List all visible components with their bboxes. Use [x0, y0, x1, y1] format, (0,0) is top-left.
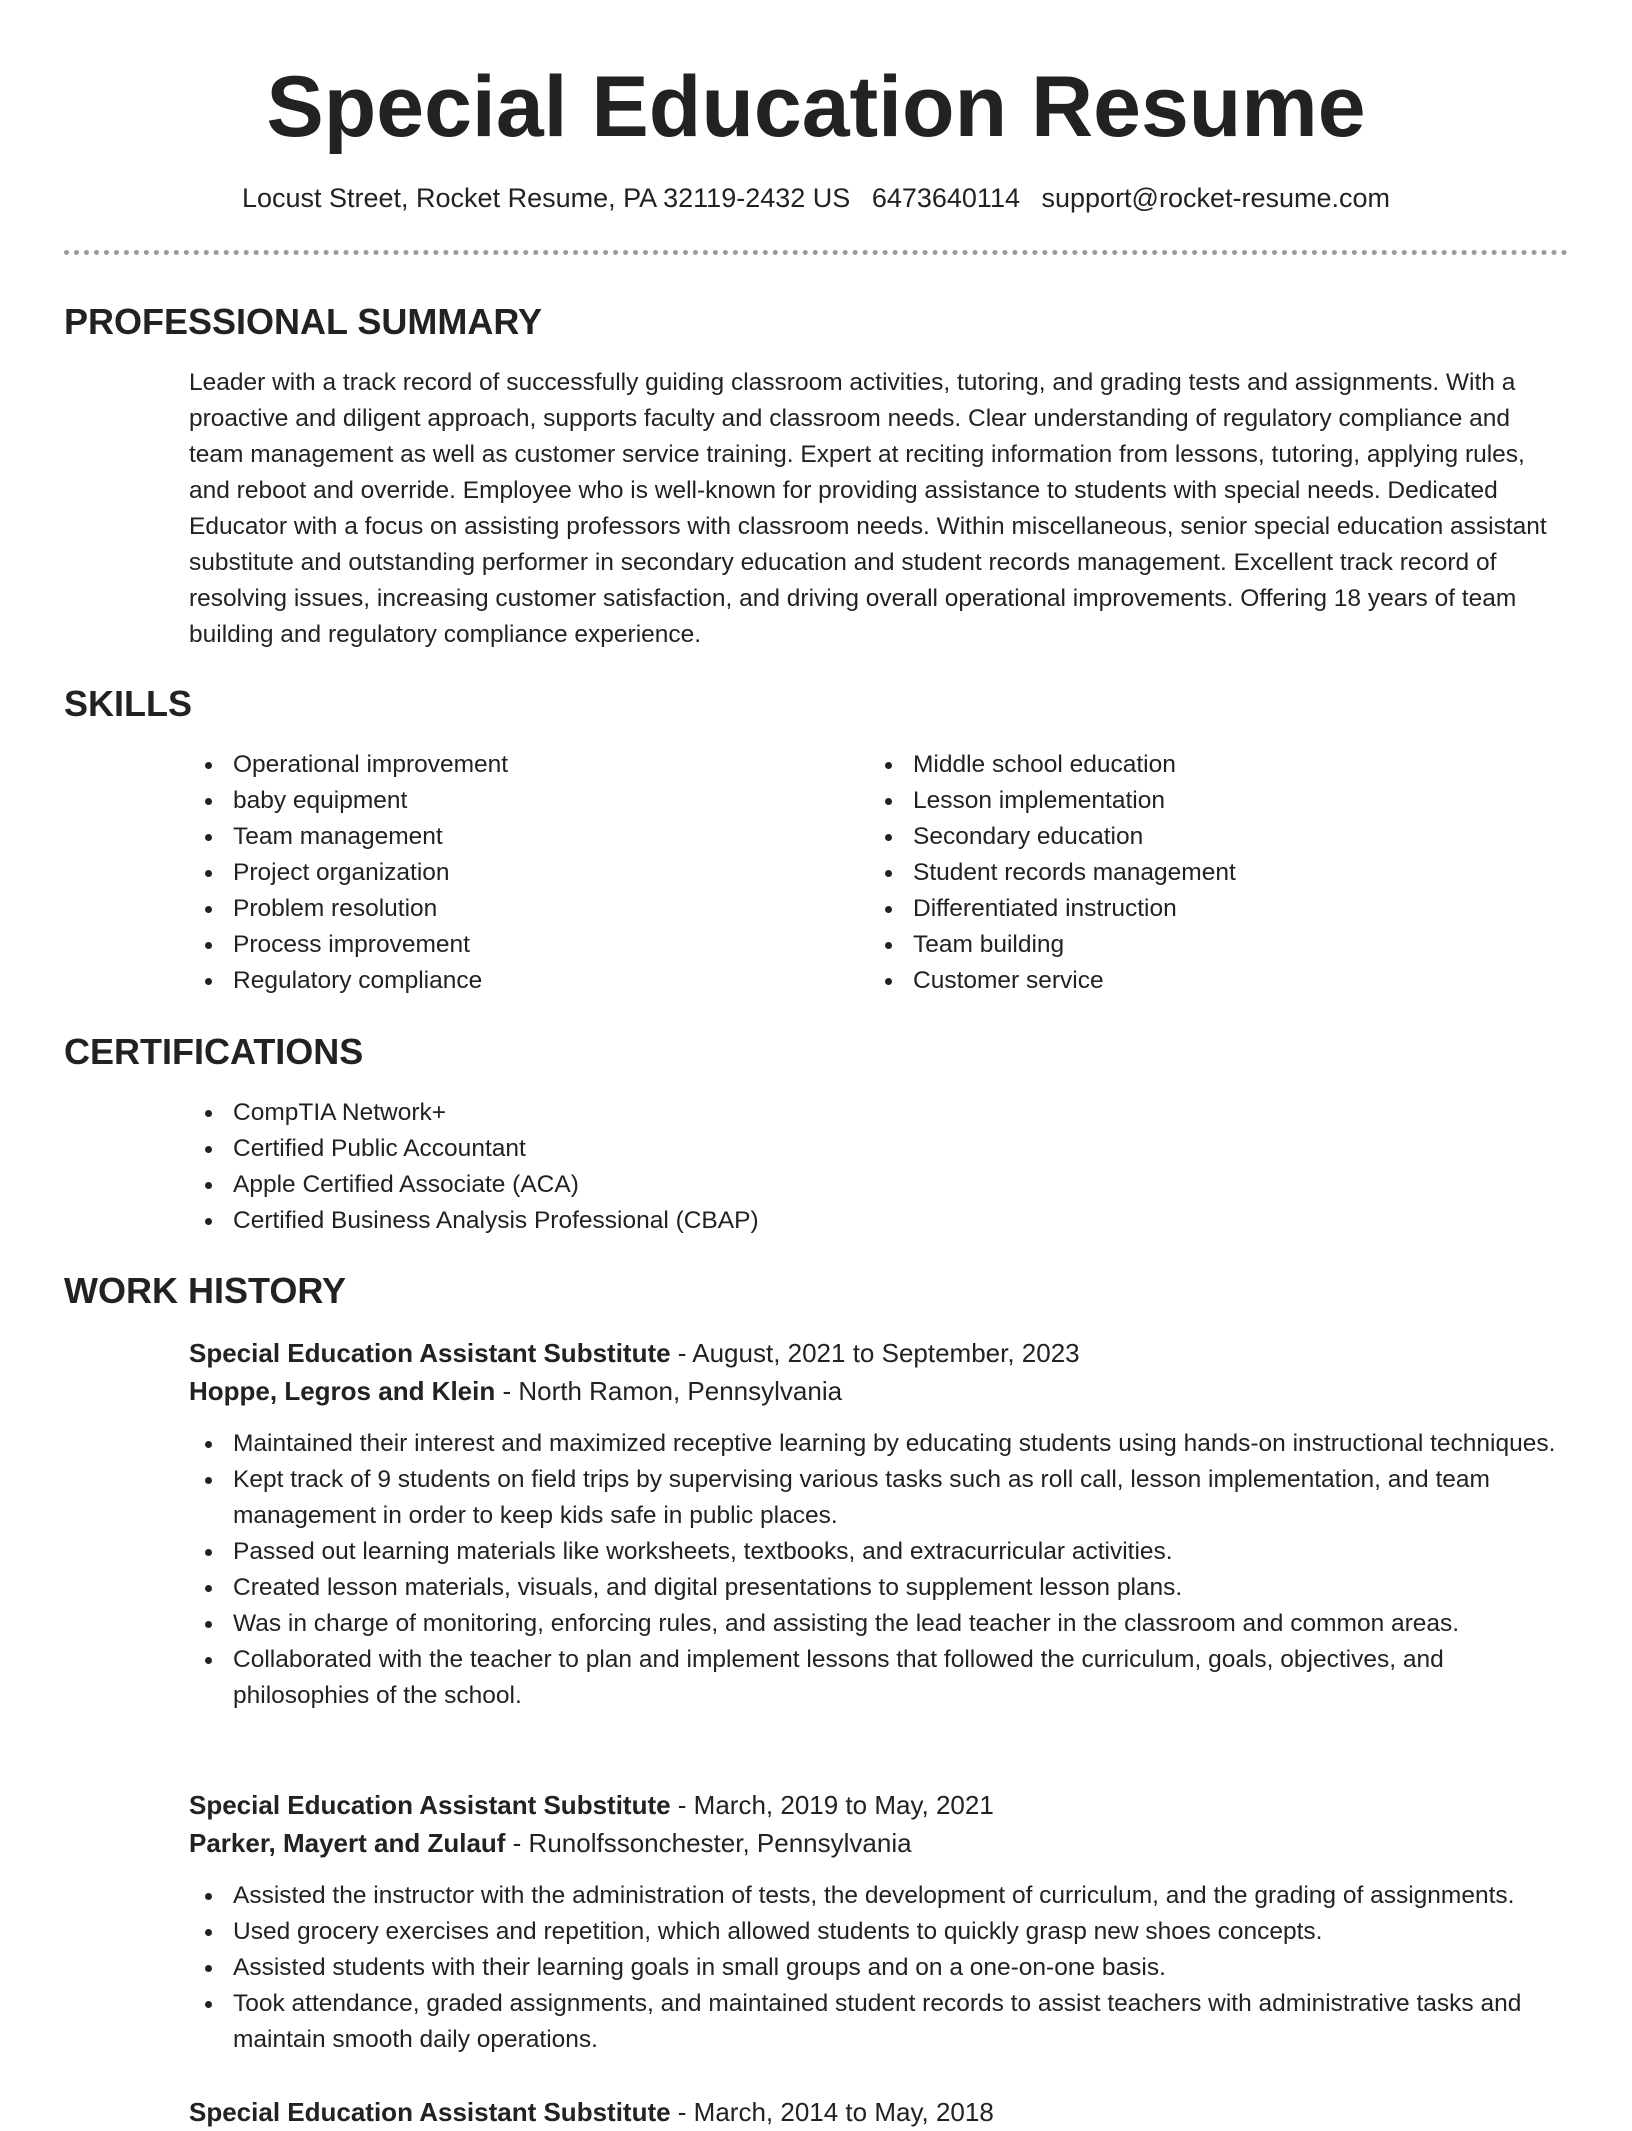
job-location: - North Ramon, Pennsylvania: [495, 1376, 843, 1406]
job-duty-item: Created lesson materials, visuals, and digital presentations to supplement lesson plans.: [189, 1570, 1569, 1606]
contact-phone: 6473640114: [871, 183, 1020, 213]
skill-item: Team building: [869, 927, 1509, 963]
skill-item: Regulatory compliance: [189, 963, 829, 999]
job-duty-item: Passed out learning materials like worksheets, textbooks, and extracurricular activities.: [189, 1534, 1569, 1570]
job-dates: - March, 2014 to May, 2018: [670, 2097, 994, 2127]
resume-name: Special Education Resume: [266, 59, 1366, 155]
skill-item: Student records management: [869, 855, 1509, 891]
job-entry: [189, 2093, 1569, 2131]
skill-item: Differentiated instruction: [869, 891, 1509, 927]
summary-text: Leader with a track record of successfully guiding classroom activities, tutoring, and grading tests and assignments. With a proactive and diligent approach, supports faculty and classroom needs. Clear understanding of regulatory compliance and team management as well as customer service training. Expert at reciting information from lessons, tutoring, applying rules, and reboot and override. Employee who is well-known for providing assistance to students with special needs. Dedicated Educator with a focus on assisting professors with classroom needs. Within miscellaneous, senior special education assistant substitute and outstanding performer in secondary education and student records management. Excellent track record of resolving issues, increasing customer satisfaction, and driving overall operational improvements. Offering 18 years of team building and regulatory compliance experience.: [189, 369, 1547, 648]
summary-heading: PROFESSIONAL SUMMARY: [64, 301, 543, 342]
job-employer-line: [189, 1824, 1569, 1862]
job-duty-item: Kept track of 9 students on field trips by supervising various tasks such as roll call, lesson implementation, and team management in order to keep kids safe in public places.: [189, 1462, 1569, 1534]
job-title: Special Education Assistant Substitute: [189, 2097, 671, 2127]
job-title-line: [189, 2093, 1569, 2131]
skill-item: Middle school education: [869, 747, 1509, 783]
skills-right-column: [869, 747, 1509, 999]
certification-item: Certified Business Analysis Professional (CBAP): [189, 1203, 1089, 1239]
skill-item: Lesson implementation: [869, 783, 1509, 819]
contact-email: support@rocket-resume.com: [1041, 183, 1391, 213]
job-duties-list: [0, 1878, 1569, 2058]
job-title: Special Education Assistant Substitute: [189, 1790, 671, 1820]
certification-item: CompTIA Network+: [189, 1095, 1089, 1131]
skill-item: Operational improvement: [189, 747, 829, 783]
job-location: - Runolfssonchester, Pennsylvania: [505, 1828, 912, 1858]
header-divider: [64, 250, 1568, 255]
job-duty-item: Was in charge of monitoring, enforcing rules, and assisting the lead teacher in the classroom and common areas.: [189, 1606, 1569, 1642]
job-duties-list: [0, 1426, 1569, 1714]
job-duty-item: Collaborated with the teacher to plan and implement lessons that followed the curriculum, goals, objectives, and philosophies of the school.: [189, 1642, 1569, 1714]
certifications-list: [189, 1095, 1089, 1239]
job-entry: [189, 1786, 1569, 2058]
skills-heading: SKILLS: [64, 683, 193, 724]
job-duty-item: Used grocery exercises and repetition, which allowed students to quickly grasp new shoes concepts.: [189, 1914, 1569, 1950]
job-title-line: [189, 1786, 1569, 1824]
contact-line: [0, 180, 1632, 216]
skills-list-left: [189, 747, 829, 999]
job-duty-item: Assisted the instructor with the administration of tests, the development of curriculum, and the grading of assignments.: [189, 1878, 1569, 1914]
work-history-heading: WORK HISTORY: [64, 1270, 347, 1311]
job-duty-item: Maintained their interest and maximized receptive learning by educating students using hands-on instructional techniques.: [189, 1426, 1569, 1462]
certification-item: Apple Certified Associate (ACA): [189, 1167, 1089, 1203]
skills-left-column: [189, 747, 829, 999]
job-title-line: [189, 1334, 1569, 1372]
certifications-heading: CERTIFICATIONS: [64, 1031, 364, 1072]
skill-item: Secondary education: [869, 819, 1509, 855]
skills-list-right: [869, 747, 1509, 999]
skill-item: baby equipment: [189, 783, 829, 819]
skill-item: Problem resolution: [189, 891, 829, 927]
certification-item: Certified Public Accountant: [189, 1131, 1089, 1167]
skill-item: Process improvement: [189, 927, 829, 963]
contact-address: Locust Street, Rocket Resume, PA 32119-2432 US: [241, 183, 851, 213]
job-employer: Parker, Mayert and Zulauf: [189, 1828, 506, 1858]
job-dates: - August, 2021 to September, 2023: [670, 1338, 1080, 1368]
job-employer-line: [189, 1372, 1569, 1410]
job-title: Special Education Assistant Substitute: [189, 1338, 671, 1368]
job-duty-item: Took attendance, graded assignments, and maintained student records to assist teachers with administrative tasks and maintain smooth daily operations.: [189, 1986, 1569, 2058]
skill-item: Customer service: [869, 963, 1509, 999]
skill-item: Team management: [189, 819, 829, 855]
job-duty-item: Assisted students with their learning goals in small groups and on a one-on-one basis.: [189, 1950, 1569, 1986]
job-dates: - March, 2019 to May, 2021: [670, 1790, 994, 1820]
job-entry: [189, 1334, 1569, 1714]
job-employer: Hoppe, Legros and Klein: [189, 1376, 496, 1406]
certifications-block: [189, 1095, 1089, 1239]
skill-item: Project organization: [189, 855, 829, 891]
